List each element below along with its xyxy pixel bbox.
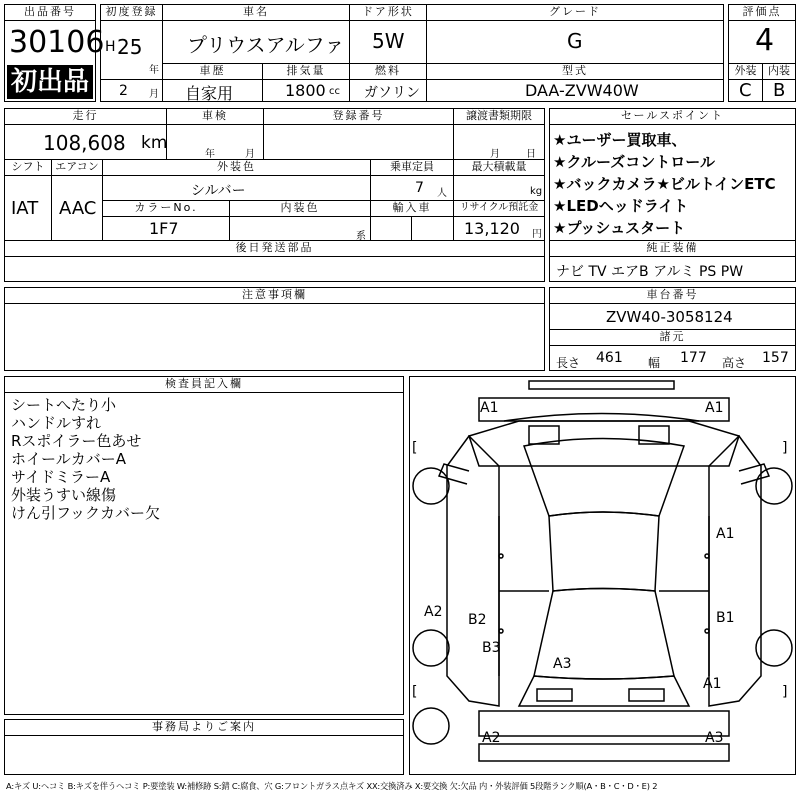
capacity: 7: [415, 180, 424, 196]
sales-points-header: セールスポイント: [549, 108, 796, 125]
sales-points-cell: [549, 124, 796, 241]
mark-front-right: A1: [705, 400, 724, 416]
shift: IAT: [11, 198, 39, 219]
lot-number-header: 出品番号: [4, 4, 96, 21]
bracket-open-bottom: [: [412, 684, 418, 700]
ext-color-header: 外装色: [102, 159, 371, 176]
first-listing-badge: 初出品: [7, 65, 93, 99]
lot-number-cell: [4, 20, 105, 102]
fuel-cell: [349, 79, 427, 102]
mileage-header: 走行: [4, 108, 167, 125]
inspector-note-6: 外装うすい線傷: [11, 486, 117, 504]
mark-front-left: A1: [480, 400, 499, 416]
roof: [549, 512, 659, 591]
mileage-unit: km: [141, 133, 168, 153]
transfer-day-unit: 日: [526, 149, 536, 160]
import-header: 輸入車: [370, 200, 454, 217]
ext-color: シルバー: [191, 183, 246, 199]
grade-header: グレード: [426, 4, 724, 21]
capacity-header: 乗車定員: [370, 159, 454, 176]
std-equip-cell: [549, 256, 796, 282]
inspector-note-7: けん引フックカバー欠: [11, 504, 160, 522]
recycle-unit: 円: [532, 229, 542, 240]
recycle-header: リサイクル預託金: [453, 200, 545, 217]
left-front-handle: [499, 554, 503, 558]
specs-cell: [549, 345, 796, 371]
inspector-notes-header: 検査員記入欄: [4, 376, 404, 393]
left-door-lines: [499, 516, 549, 676]
office-notes-header: 事務局よりご案内: [4, 719, 404, 736]
legend-text: A:キズ U:ヘコミ B:キズを伴うヘコミ P:要塗装 W:補修跡 S:錆 C:腐食、穴 G:フロントガラス点キズ XX:交換済み X:要交換 欠:欠品 内・外装評価 5段階ランク順(A・B・C・D・E) 2: [6, 781, 658, 791]
front-grille-strip: [529, 381, 674, 389]
chassis-number: ZVW40-3058124: [606, 308, 733, 326]
max-load-header: 最大積載量: [453, 159, 545, 176]
displacement-header: 排気量: [262, 63, 350, 80]
spec-height: 157: [762, 350, 789, 366]
first-reg-era: H: [105, 39, 116, 55]
door-cell: [349, 20, 427, 64]
notes-cell: [4, 303, 545, 371]
wheel-rear-left: [413, 630, 449, 666]
inspector-notes-cell: [4, 392, 404, 715]
sales-point-1: ★ユーザー買取車、: [553, 131, 687, 149]
int-color-unit: 系: [356, 231, 366, 242]
chassis-header: 車台番号: [549, 287, 796, 304]
front-bumper: [479, 398, 729, 421]
mark-rear-left: A2: [482, 730, 501, 746]
hood-front-line: [504, 414, 699, 422]
int-color-cell: [229, 216, 371, 241]
car-diagram: [409, 376, 796, 775]
later-parts-header: 後日発送部品: [4, 240, 545, 257]
inspector-note-5: サイドミラーA: [11, 468, 111, 486]
model-code-cell: [426, 79, 724, 102]
ext-score-header: 外装: [728, 63, 763, 80]
mark-right-rear-quarter: A1: [703, 676, 722, 692]
car-name-header: 車名: [162, 4, 350, 21]
inspection-header: 車検: [166, 108, 264, 125]
sales-point-5: ★プッシュスタート: [553, 219, 686, 237]
rear-skirt: [479, 744, 729, 761]
transfer-month-unit: 月: [490, 149, 500, 160]
spec-length: 461: [596, 350, 623, 366]
color-no-header: カラーNo.: [102, 200, 230, 217]
mileage-cell: [4, 124, 167, 160]
bracket-close-top: ]: [782, 440, 788, 456]
inspector-note-2: ハンドルすれ: [11, 414, 102, 432]
mark-left-rear-quarter: B3: [482, 640, 501, 656]
right-front-handle: [705, 554, 709, 558]
std-equipment: ナビ TV エアB アルミ PS PW: [556, 264, 744, 280]
aircon-cell: [51, 175, 103, 241]
car-name-cell: [162, 20, 350, 64]
int-score-cell: [762, 79, 796, 102]
left-side-body: [447, 436, 499, 706]
score-header: 評価点: [728, 4, 796, 21]
mark-left-rear-door: B2: [468, 612, 487, 628]
rear-left-lamp: [537, 689, 572, 701]
history: 自家用: [185, 84, 234, 103]
score: 4: [755, 23, 775, 58]
capacity-unit: 人: [437, 188, 447, 199]
inspector-note-1: シートへたり小: [11, 396, 117, 414]
import-cell-a: [370, 216, 412, 241]
aircon: AAC: [59, 198, 97, 219]
history-cell: [162, 79, 263, 102]
wheel-front-left: [413, 468, 449, 504]
color-no: 1F7: [149, 219, 179, 238]
transfer-cell: [453, 124, 545, 160]
windshield: [524, 439, 684, 517]
displacement-cell: [262, 79, 350, 102]
inspection-cell: [166, 124, 264, 160]
mark-right-front-door: A1: [716, 526, 735, 542]
int-color-header: 内装色: [229, 200, 371, 217]
score-cell: [728, 20, 796, 64]
chassis-cell: [549, 303, 796, 330]
spec-length-label: 長さ: [556, 356, 581, 370]
door-type: 5W: [372, 29, 405, 53]
right-side-body: [709, 436, 761, 706]
inspection-year-unit: 年: [205, 149, 215, 160]
aircon-header: エアコン: [51, 159, 103, 176]
inspector-note-4: ホイールカバーA: [11, 450, 126, 468]
notes-header: 注意事項欄: [4, 287, 545, 304]
recycle-amount: 13,120: [464, 219, 520, 238]
bracket-close-bottom: ]: [782, 684, 788, 700]
fuel: ガソリン: [364, 85, 420, 101]
max-load-unit: kg: [530, 186, 543, 197]
mark-rear-right: A3: [705, 730, 724, 746]
sales-point-2: ★クルーズコントロール: [553, 153, 715, 171]
first-reg-header: 初度登録: [100, 4, 163, 21]
import-cell-b: [411, 216, 454, 241]
car-name: プリウスアルファ: [187, 33, 345, 57]
lot-number: 30106: [9, 25, 105, 60]
right-mirror: [739, 464, 769, 484]
spec-height-label: 高さ: [722, 356, 747, 370]
spec-width-label: 幅: [648, 356, 661, 370]
max-load-cell: [453, 175, 545, 201]
inspection-month-unit: 月: [245, 149, 255, 160]
first-reg-year: 25: [117, 35, 143, 59]
left-rear-handle: [499, 629, 503, 633]
grade-cell: [426, 20, 724, 64]
bracket-open-top: [: [412, 440, 418, 456]
int-score: B: [773, 80, 786, 101]
right-rear-handle: [705, 629, 709, 633]
model-code: DAA-ZVW40W: [525, 81, 639, 100]
mileage: 108,608: [43, 131, 126, 155]
mark-right-rear-door: B1: [716, 610, 735, 626]
first-reg-cell: [100, 20, 163, 102]
capacity-cell: [370, 175, 454, 201]
first-reg-divider: [100, 79, 163, 80]
rear-right-lamp: [629, 689, 664, 701]
recycle-cell: [453, 216, 545, 241]
reg-no-cell: [263, 124, 454, 160]
shift-header: シフト: [4, 159, 52, 176]
std-equip-header: 純正装備: [549, 240, 796, 257]
inspector-note-3: Rスポイラー色あせ: [11, 432, 142, 450]
ext-score-cell: [728, 79, 763, 102]
ext-score: C: [739, 80, 752, 101]
ext-color-cell: [102, 175, 371, 201]
first-reg-year-unit: 年: [149, 65, 159, 76]
right-door-lines: [659, 516, 709, 676]
rear-bumper: [479, 711, 729, 736]
reg-no-header: 登録番号: [263, 108, 454, 125]
color-no-cell: [102, 216, 230, 241]
transfer-header: 譲渡書類期限: [453, 108, 545, 125]
grade: G: [567, 29, 583, 53]
first-reg-month-unit: 月: [149, 89, 159, 100]
history-header: 車歴: [162, 63, 263, 80]
hood: [469, 421, 739, 466]
specs-header: 諸元: [549, 329, 796, 346]
spare-wheel: [413, 708, 449, 744]
fuel-header: 燃料: [349, 63, 427, 80]
model-code-header: 型式: [426, 63, 724, 80]
later-parts-cell: [4, 256, 545, 282]
sales-point-3: ★バックカメラ★ビルトインETC: [553, 175, 776, 193]
first-reg-month: 2: [119, 83, 128, 99]
mark-rear-glass: A3: [553, 656, 572, 672]
sales-point-4: ★LEDヘッドライト: [553, 197, 689, 215]
door-header: ドア形状: [349, 4, 427, 21]
displacement-unit: cc: [329, 86, 340, 97]
spec-width: 177: [680, 350, 707, 366]
mark-left-front-fender: A2: [424, 604, 443, 620]
int-score-header: 内装: [762, 63, 796, 80]
shift-cell: [4, 175, 52, 241]
displacement: 1800: [285, 81, 326, 100]
office-notes-cell: [4, 735, 404, 775]
